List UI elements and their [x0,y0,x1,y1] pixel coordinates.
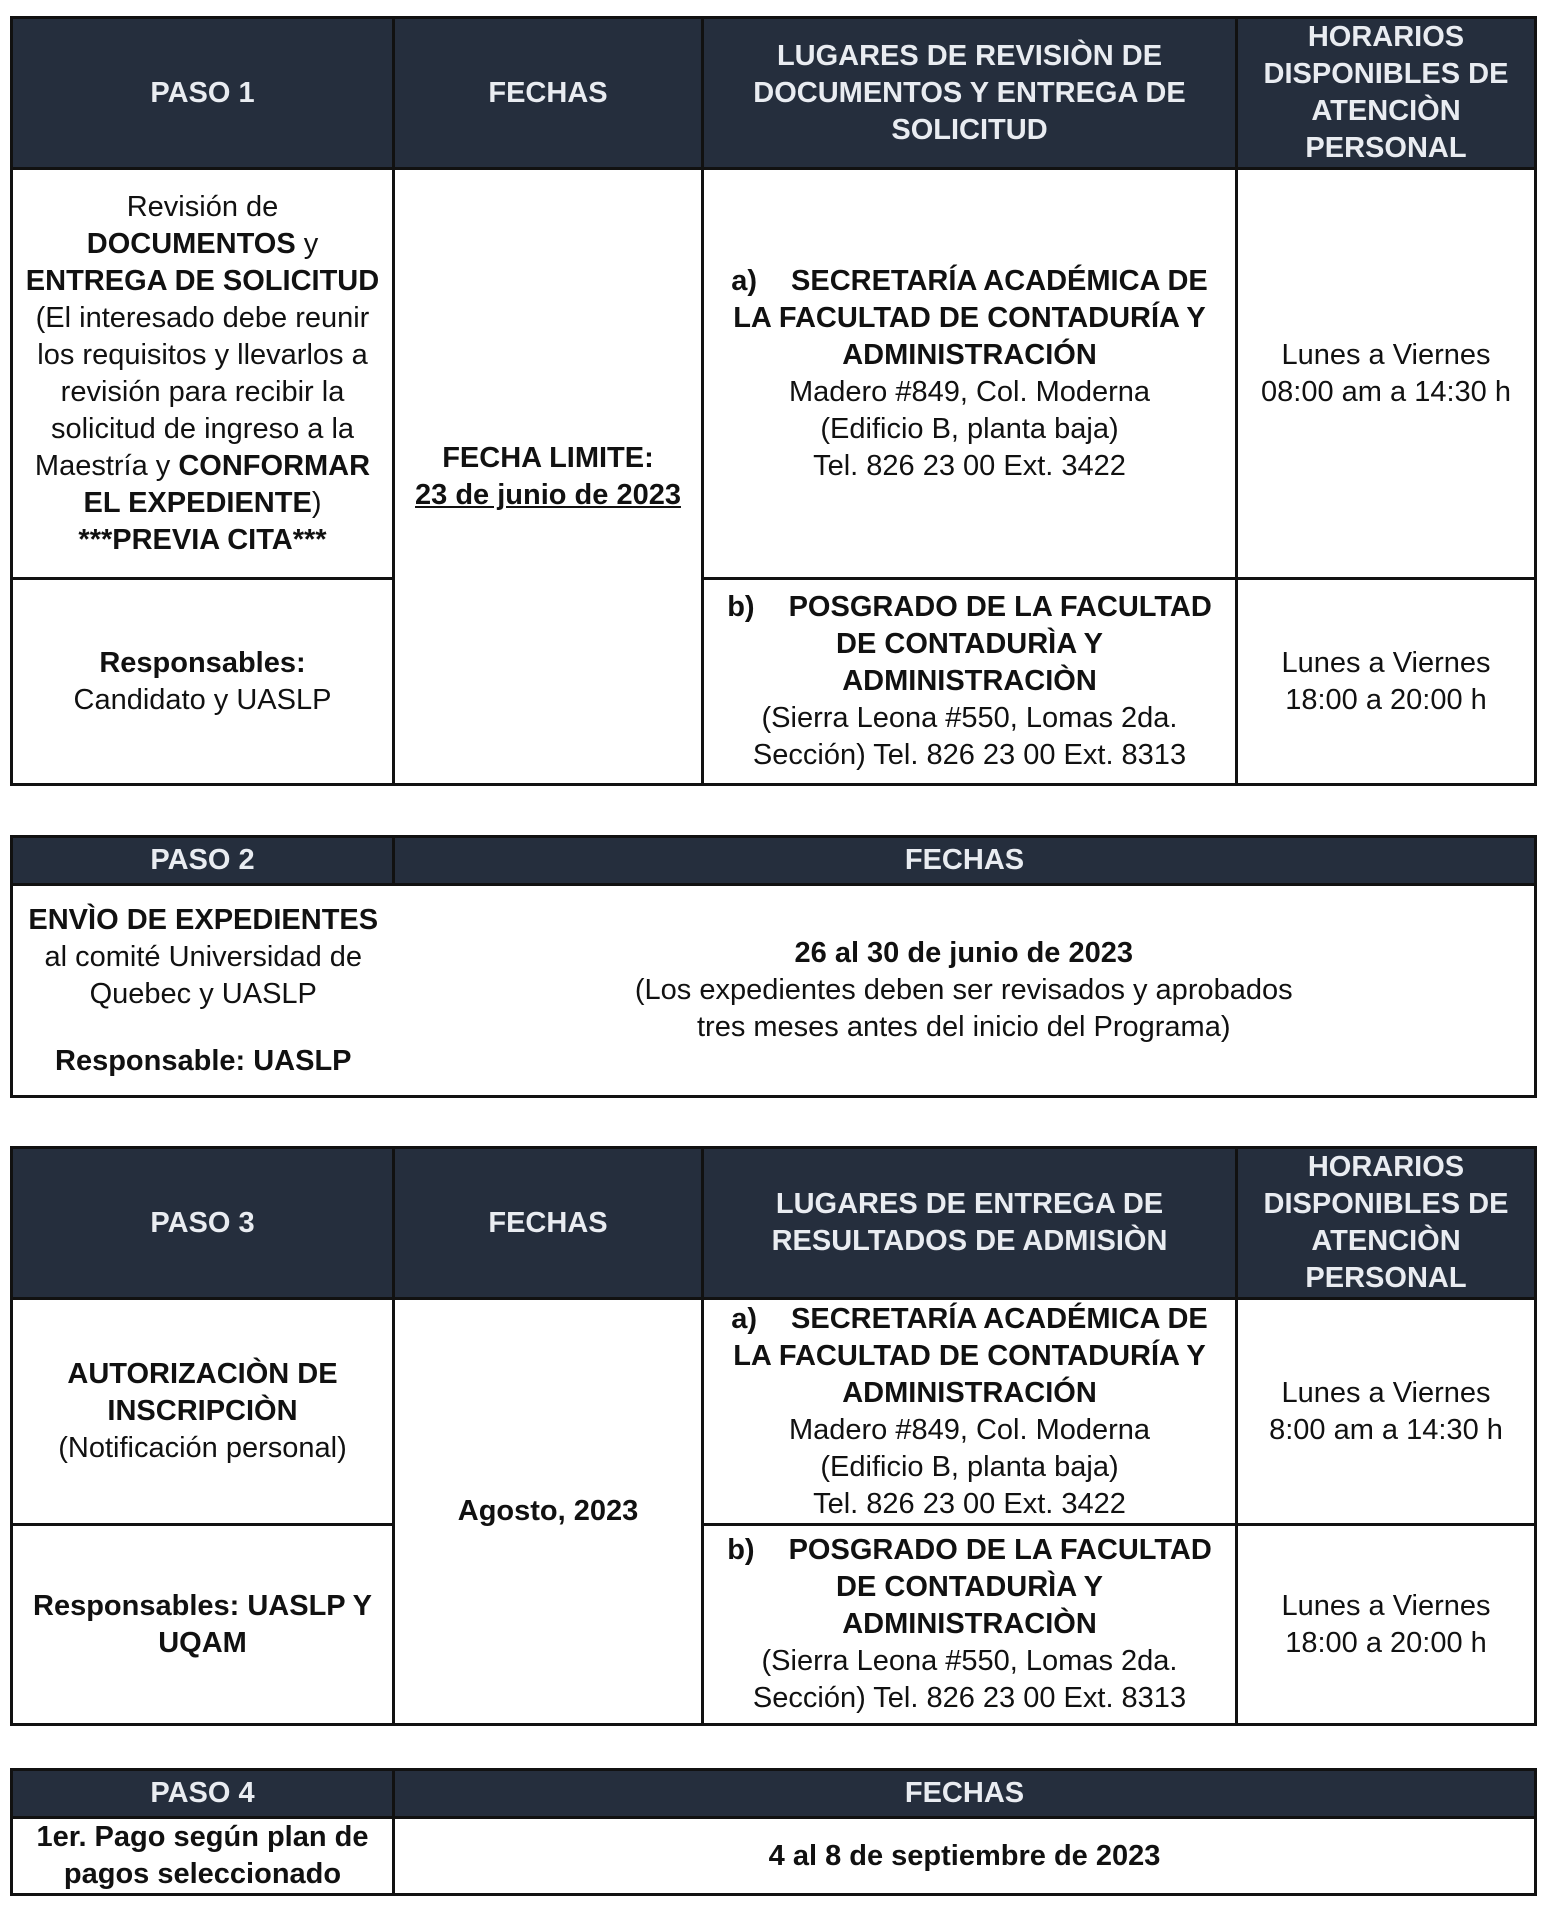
paso3-header-step: PASO 3 [12,1148,394,1299]
paso1-header-lugares: LUGARES DE REVISIÒN DE DOCUMENTOS Y ENTREGA DE SOLICITUD [703,18,1237,169]
paso3-fecha: Agosto, 2023 [394,1299,703,1725]
paso2-table [10,835,1537,1098]
paso4-description: 1er. Pago según plan de pagos seleccionado [12,1818,394,1895]
paso3-horario-a: Lunes a Viernes 8:00 am a 14:30 h [1237,1299,1536,1525]
paso4-table [10,1768,1537,1896]
paso2-description: ENVÌO DE EXPEDIENTES al comité Universidad de Quebec y UASLP Responsable: UASLP [12,885,394,1097]
paso2-fecha: 26 al 30 de junio de 2023 (Los expedientes deben ser revisados y aprobados tres meses antes del inicio del Programa) [394,885,1536,1097]
paso3-table [10,1146,1537,1726]
paso1-header-horarios: HORARIOS DISPONIBLES DE ATENCIÒN PERSONAL [1237,18,1536,169]
paso3-lugar-a: a) SECRETARÍA ACADÉMICA DE LA FACULTAD DE CONTADURÍA Y ADMINISTRACIÓN Madero #849, Col. Moderna (Edificio B, planta baja) Tel. 826 23 00 Ext. 3422 [703,1299,1237,1525]
paso1-description: Revisión de DOCUMENTOS y ENTREGA DE SOLICITUD (El interesado debe reunir los requisitos y llevarlos a revisión para recibir la solicitud de ingreso a la Maestría y CONFORMAR EL EXPEDIENTE) ***PREVIA CITA*** [12,169,394,579]
paso1-horario-a: Lunes a Viernes 08:00 am a 14:30 h [1237,169,1536,579]
paso4-header-step: PASO 4 [12,1770,394,1818]
paso1-fecha-value: 23 de junio de 2023 [415,478,681,511]
paso3-header-lugares: LUGARES DE ENTREGA DE RESULTADOS DE ADMISIÒN [703,1148,1237,1299]
paso3-horario-b: Lunes a Viernes 18:00 a 20:00 h [1237,1525,1536,1725]
paso1-fecha: FECHA LIMITE: 23 de junio de 2023 [394,169,703,785]
paso4-header-fechas: FECHAS [394,1770,1536,1818]
paso1-responsables: Responsables: Candidato y UASLP [12,579,394,785]
paso1-table [10,16,1537,786]
paso3-description: AUTORIZACIÒN DE INSCRIPCIÒN (Notificación personal) [12,1299,394,1525]
paso4-fecha: 4 al 8 de septiembre de 2023 [394,1818,1536,1895]
paso3-header-fechas: FECHAS [394,1148,703,1299]
paso2-header-fechas: FECHAS [394,837,1536,885]
paso3-lugar-b: b) POSGRADO DE LA FACULTAD DE CONTADURÌA Y ADMINISTRACIÒN (Sierra Leona #550, Lomas 2da. Sección) Tel. 826 23 00 Ext. 8313 [703,1525,1237,1725]
paso3-responsables: Responsables: UASLP Y UQAM [12,1525,394,1725]
paso1-lugar-b: b) POSGRADO DE LA FACULTAD DE CONTADURÌA Y ADMINISTRACIÒN (Sierra Leona #550, Lomas 2da. Sección) Tel. 826 23 00 Ext. 8313 [703,579,1237,785]
paso1-header-fechas: FECHAS [394,18,703,169]
paso2-header-step: PASO 2 [12,837,394,885]
paso1-horario-b: Lunes a Viernes 18:00 a 20:00 h [1237,579,1536,785]
paso1-lugar-a: a) SECRETARÍA ACADÉMICA DE LA FACULTAD DE CONTADURÍA Y ADMINISTRACIÓN Madero #849, Col. Moderna (Edificio B, planta baja) Tel. 826 23 00 Ext. 3422 [703,169,1237,579]
paso3-header-horarios: HORARIOS DISPONIBLES DE ATENCIÒN PERSONAL [1237,1148,1536,1299]
paso1-header-step: PASO 1 [12,18,394,169]
previa-cita: ***PREVIA CITA*** [78,523,327,556]
